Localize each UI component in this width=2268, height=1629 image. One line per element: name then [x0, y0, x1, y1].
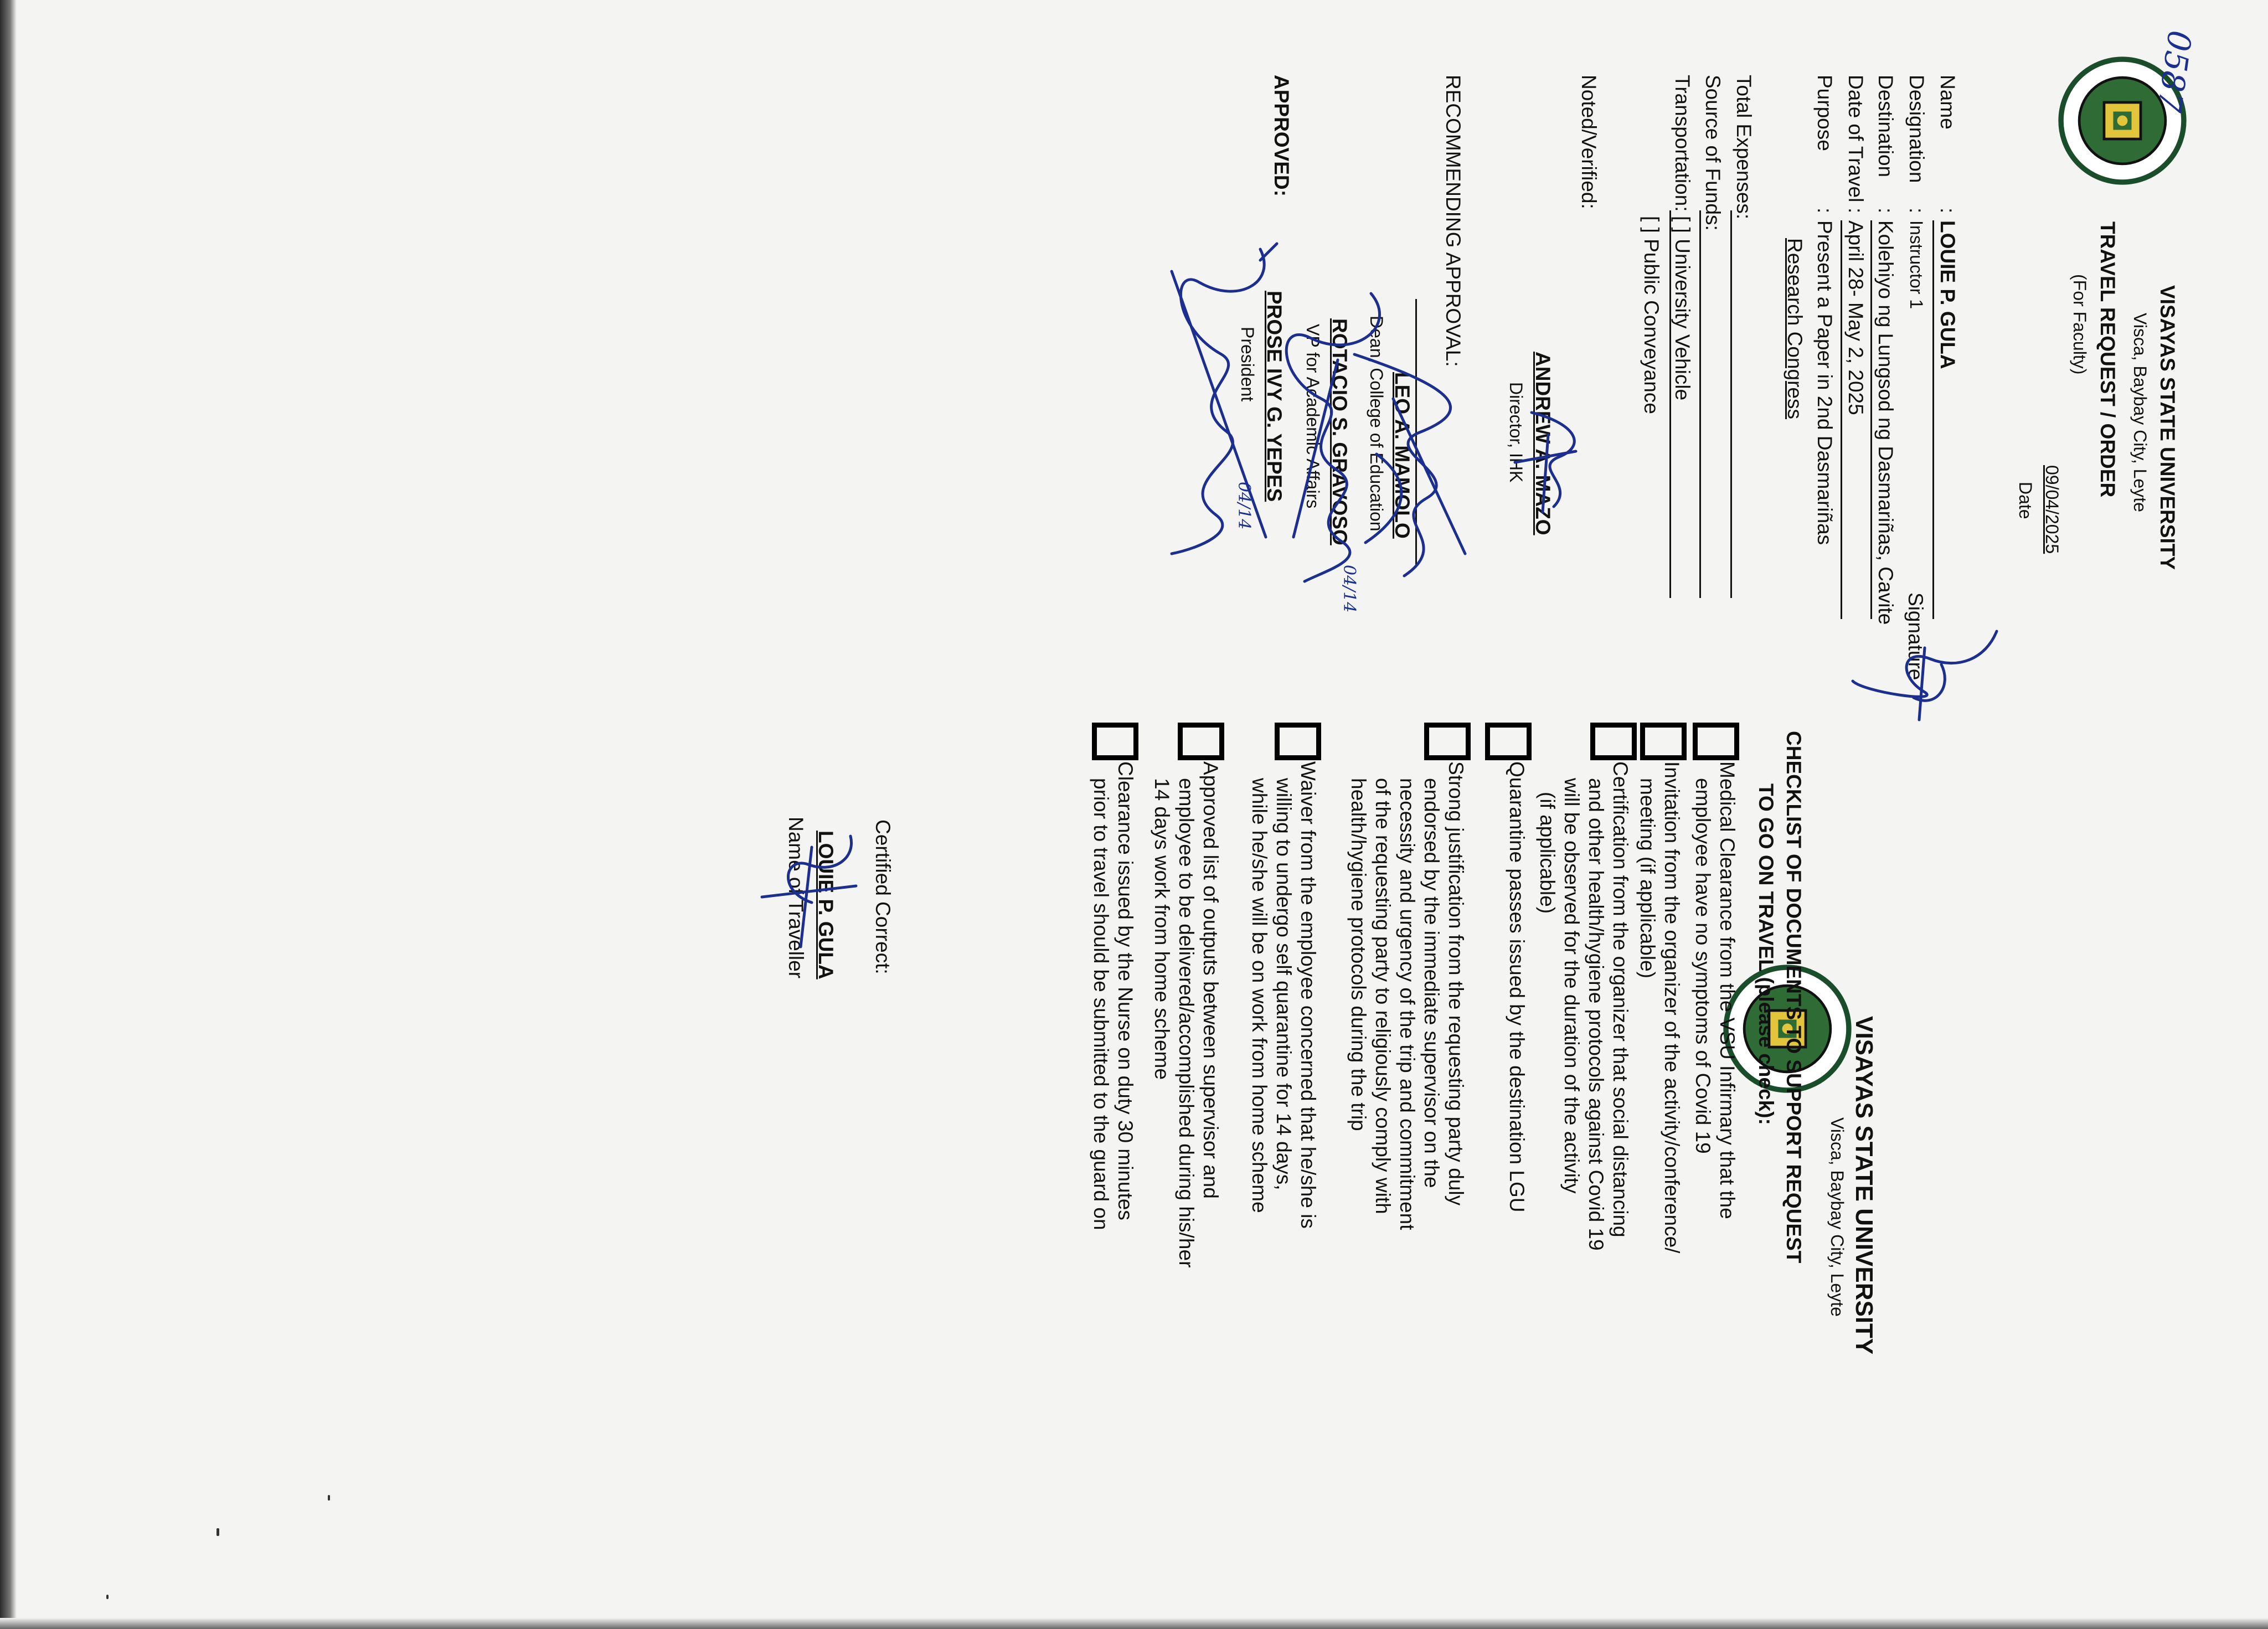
purpose-label: Purpose — [1813, 75, 1836, 151]
scan-artifact — [328, 1495, 330, 1501]
certified-label: Certified Correct: — [872, 819, 894, 975]
destination-value: Kolehiyo ng Lungsod ng Dasmariñas, Cavite — [1874, 220, 1897, 625]
form-title: TRAVEL REQUEST / ORDER — [2096, 221, 2119, 498]
check-certification[interactable] — [1590, 723, 1637, 760]
checklist-university-name: VISAYAS STATE UNIVERSITY — [1851, 1016, 1878, 1355]
checklist-university-address: Visca, Baybay City, Leyte — [1827, 1117, 1847, 1317]
designation-label: Designation — [1905, 75, 1928, 183]
noted-label: Noted/Verified: — [1578, 75, 1600, 209]
noted-title: Director, IHK — [1506, 382, 1526, 483]
check-approved-outputs[interactable] — [1178, 723, 1224, 760]
expenses-underline — [1730, 210, 1732, 598]
name-value: LOUIE P. GULA — [1936, 220, 1959, 369]
president-name: PROSE IVY G. YEPES — [1263, 291, 1286, 502]
president-title: President — [1238, 327, 1257, 402]
name-underline — [1932, 220, 1934, 619]
check-nurse-clearance[interactable] — [1092, 723, 1138, 760]
date-of-travel-value: April 28- May 2, 2025 — [1844, 220, 1867, 415]
traveller-label: Name of Traveller — [785, 817, 807, 978]
university-name: VISAYAS STATE UNIVERSITY — [2156, 285, 2179, 570]
date-underline — [1841, 220, 1842, 619]
checklist-title-1: CHECKLIST OF DOCUMENTS TO SUPPORT REQUEST — [1782, 731, 1805, 1264]
checklist-item-5: Strong justification from the requesting party duly endorsed by the immediate supervisor on the necessity and urgency of the trip and commitment of the requesting party to religiously comply with health/hygiene protocols during the trip — [1347, 761, 1467, 1230]
check-justification[interactable] — [1424, 723, 1471, 760]
checklist-item-7: Approved list of outputs between supervisor and employee to be delivered/accomplished during his/her 14 days work from home scheme — [1151, 761, 1222, 1268]
check-medical-clearance[interactable] — [1693, 723, 1739, 760]
checklist-item-4: Quarantine passes issued by the destination LGU — [1506, 761, 1528, 1213]
checklist-item-2: Invitation from the organizer of the activity/conference/ meeting (if applicable) — [1636, 761, 1683, 1254]
vp-title: VP for Academic Affairs — [1303, 324, 1323, 509]
president-signature — [1155, 238, 1282, 559]
control-number: 0587 — [2150, 28, 2199, 115]
date-label: Date — [2016, 482, 2035, 519]
checklist-item-6: Waiver from the employee concerned that he/she is willing to undergo self quarantine for 14 days, while he/she will be on work from home scheme — [1248, 761, 1319, 1229]
destination-underline — [1870, 220, 1872, 619]
purpose-value: Present a Paper in 2nd Dasmariñas — [1813, 220, 1836, 545]
checklist-title-2: TO GO ON TRAVEL (please check): — [1755, 783, 1777, 1125]
checklist-item-1: Medical Clearance from the VSU Infirmary that the employee have no symptoms of Covid 19 — [1692, 761, 1739, 1219]
noted-signature — [1509, 401, 1598, 523]
designation-value: Instructor 1 — [1906, 220, 1926, 310]
date-of-travel-label: Date of Travel — [1844, 75, 1867, 203]
funds-underline — [1699, 210, 1701, 598]
source-of-funds-label: Source of Funds: — [1702, 75, 1724, 231]
vp-date: 04/14 — [1339, 565, 1359, 613]
destination-label: Destination — [1874, 75, 1897, 178]
name-label: Name — [1936, 75, 1959, 130]
check-quarantine-passes[interactable] — [1485, 723, 1532, 760]
transport-option-university: [ ] University Vehicle — [1671, 216, 1694, 401]
traveller-name: LOUIE P. GULA — [815, 831, 837, 980]
dean-name: LEO A. MAMOLO — [1391, 372, 1414, 539]
checklist-item-8: Clearance issued by the Nurse on duty 30 minutes prior to travel should be submitted to the guard on — [1090, 761, 1137, 1230]
recommending-label: RECOMMENDING APPROVAL: — [1442, 75, 1465, 367]
transportation-label: Transportation: — [1671, 75, 1694, 212]
signature-label: Signature — [1904, 592, 1927, 681]
checklist-item-3: Certification from the organizer that social distancing and other health/hygiene protocols against Covid 19 will be observed for the duration of the activity (if applicable) — [1536, 761, 1632, 1251]
transport-option-public: [ ] Public Conveyance — [1640, 216, 1663, 414]
traveller-certify-signature — [756, 825, 867, 958]
scan-artifact — [106, 1595, 109, 1599]
travel-request-page: 0587 VISAYAS STATE UNIVERSITY Visca, Baybay City, Leyte TRAVEL REQUEST / ORDER (For Faculty) 09/04/2025 Date Name Designation Destination Date of Travel Purpose : : : : : LOUIE P. GULA Instructor 1 Kolehiyo ng Lungsod ng Dasmariñas, Cavite April 28- May 2, 2025 Present a Paper in 2nd Dasmariñas Research Congress Signature Total Expenses: Source of Funds: Transportation: [ ] University Vehicle [ ] Public Conveyance Noted/Verified: ANDREW A. MAZO Director, IHK RECOMMENDING APPROVAL: LEO A. MAMOLO Dean, College of Education ROTACIO S. GRAVOSO 04/14 VP for Academic Affairs APPROVED: PROSE IVY G. YEPES President 04/14 VISAYAS STATE UNIVERSITY Visca, Baybay City, Leyte CHECKLIST OF DOCUMENTS TO SUPPORT REQUEST TO GO ON TRAVEL (please check): Medical Clearance from the VSU Infirmary that the employee have no symptoms of Covid 19 Invitation from the organizer of the activity/conference/ meeting (if applicable) Certification from the organizer that social distancing and other health/hygiene protocols against Covid 19 will be observed for the duration of the activity (if applicable) Quarantine passes issued by the destination LGU Strong justification from the requesting party duly endorsed by the immediate supervisor on the necessity and urgency of the trip and commitment of the requesting party to religiously comply with health/hygiene protocols during the trip Waiver from the employee concerned that he/she is willing to undergo self quarantine for 14 days, while he/she will be on work from home scheme Approved list of outputs between supervisor and employee to be delivered/accomplished during his/her 14 days work from home scheme Clearance issued by the Nurse on duty 30 minutes prior to travel should be submitted to the guard on Certified Correct: LOUIE P. GULA Name of Traveller — [0, 0, 2268, 1629]
check-waiver[interactable] — [1275, 723, 1321, 760]
president-date: 04/14 — [1234, 482, 1254, 530]
university-address: Visca, Baybay City, Leyte — [2130, 313, 2150, 512]
vp-name: ROTACIO S. GRAVOSO — [1328, 318, 1351, 545]
check-invitation[interactable] — [1640, 723, 1687, 760]
total-expenses-label: Total Expenses: — [1733, 75, 1755, 220]
approved-label: APPROVED: — [1270, 75, 1293, 197]
dean-title: Dean, College of Education — [1367, 316, 1386, 532]
form-subtitle: (For Faculty) — [2070, 274, 2090, 375]
traveller-signature — [1842, 626, 2008, 736]
purpose-value-2: Research Congress — [1784, 238, 1806, 419]
noted-name: ANDREW A. MAZO — [1532, 352, 1554, 535]
scan-artifact — [217, 1528, 219, 1536]
request-date: 09/04/2025 — [2042, 465, 2062, 554]
